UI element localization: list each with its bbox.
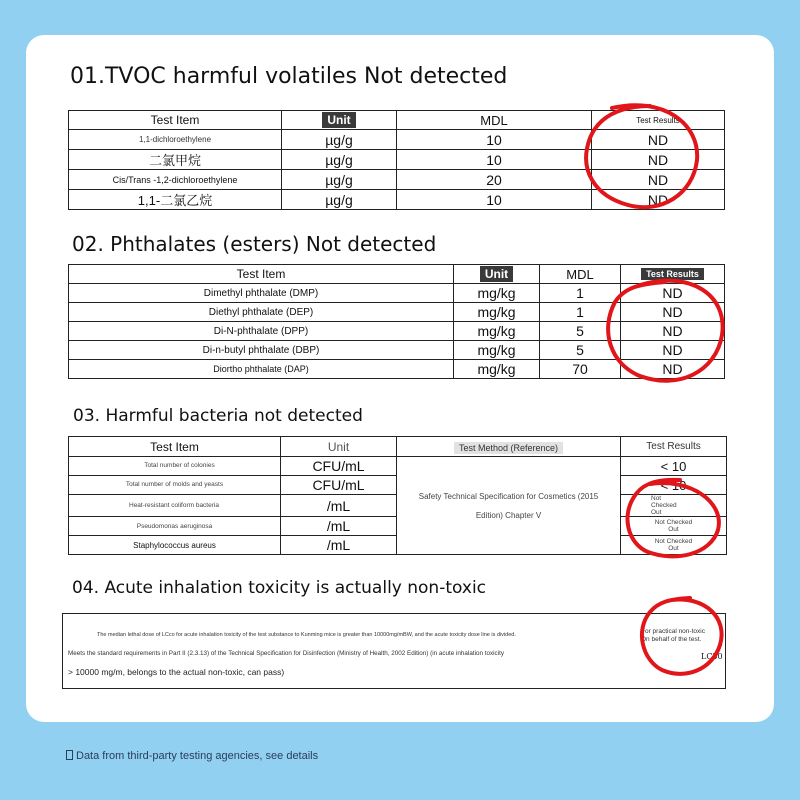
toxicity-line-3: > 10000 mg/m, belongs to the actual non-toxic, can pass) xyxy=(68,667,285,677)
header-test-results: Test Results xyxy=(621,265,725,284)
table-row: Diethyl phthalate (DEP) mg/kg 1 ND xyxy=(69,303,725,322)
toxicity-box xyxy=(62,613,726,689)
toxicity-line-2: Meets the standard requirements in Part II (2.3.13) of the Technical Specification for Disinfection (Ministry of Health, 2002 Edition) (in acute inhalation toxicity xyxy=(68,650,504,657)
header-test-item: Test Item xyxy=(69,265,454,284)
table-row: 1,1-二氯乙烷 µg/g 10 ND xyxy=(69,190,725,210)
header-test-method: Test Method (Reference) xyxy=(397,437,621,457)
table-row: Staphylococcus aureus /mL Not Checked Out xyxy=(69,536,727,555)
header-unit: Unit xyxy=(454,265,540,284)
tvoc-table xyxy=(68,110,725,210)
toxicity-side-note: For practical non-toxic On behalf of the test. xyxy=(641,628,705,644)
phthalates-table xyxy=(68,264,725,379)
table-row: Diortho phthalate (DAP) mg/kg 70 ND xyxy=(69,360,725,379)
footer-note[interactable]: Data from third-party testing agencies, see details xyxy=(66,750,318,762)
section1-title: 01.TVOC harmful volatiles Not detected xyxy=(70,64,508,89)
lc50-mark: LC50 xyxy=(701,652,723,661)
header-test-results: Test Results xyxy=(621,437,727,457)
header-test-item: Test Item xyxy=(69,111,282,130)
header-test-item: Test Item xyxy=(69,437,281,457)
header-unit: Unit xyxy=(282,111,397,130)
test-method-cell: Safety Technical Specification for Cosmetics (2015 Edition) Chapter V xyxy=(397,457,621,555)
table-row: Heat-resistant coliform bacteria /mL Not Checked Out xyxy=(69,495,727,517)
header-mdl: MDL xyxy=(540,265,621,284)
table-row: Cis/Trans -1,2-dichloroethylene µg/g 20 ND xyxy=(69,170,725,190)
section4-title: 04. Acute inhalation toxicity is actually non-toxic xyxy=(72,578,487,598)
toxicity-line-1: The median lethal dose of LCco for acute inhalation toxicity of the test substance to Kunming mice is greater than 10000mg/mBW, and the acute toxicity dose line is divided. xyxy=(97,632,516,638)
header-test-results: Test Results xyxy=(592,111,725,130)
table-row: Di-n-butyl phthalate (DBP) mg/kg 5 ND xyxy=(69,341,725,360)
bacteria-table xyxy=(68,436,727,555)
table-row: 二氯甲烷 µg/g 10 ND xyxy=(69,150,725,170)
section3-title: 03. Harmful bacteria not detected xyxy=(73,406,363,426)
section2-title: 02. Phthalates (esters) Not detected xyxy=(72,232,437,256)
table-row: Pseudomonas aeruginosa /mL Not Checked Out xyxy=(69,517,727,536)
table-row: Total number of colonies CFU/mL Safety Technical Specification for Cosmetics (2015 Edition) Chapter V < 10 xyxy=(69,457,727,476)
header-unit: Unit xyxy=(281,437,397,457)
table-row: Dimethyl phthalate (DMP) mg/kg 1 ND xyxy=(69,284,725,303)
table-row: Total number of molds and yeasts CFU/mL < 10 xyxy=(69,476,727,495)
header-mdl: MDL xyxy=(397,111,592,130)
table-row: 1,1-dichloroethylene µg/g 10 ND xyxy=(69,130,725,150)
table-row: Di-N-phthalate (DPP) mg/kg 5 ND xyxy=(69,322,725,341)
info-box-icon xyxy=(66,750,73,760)
